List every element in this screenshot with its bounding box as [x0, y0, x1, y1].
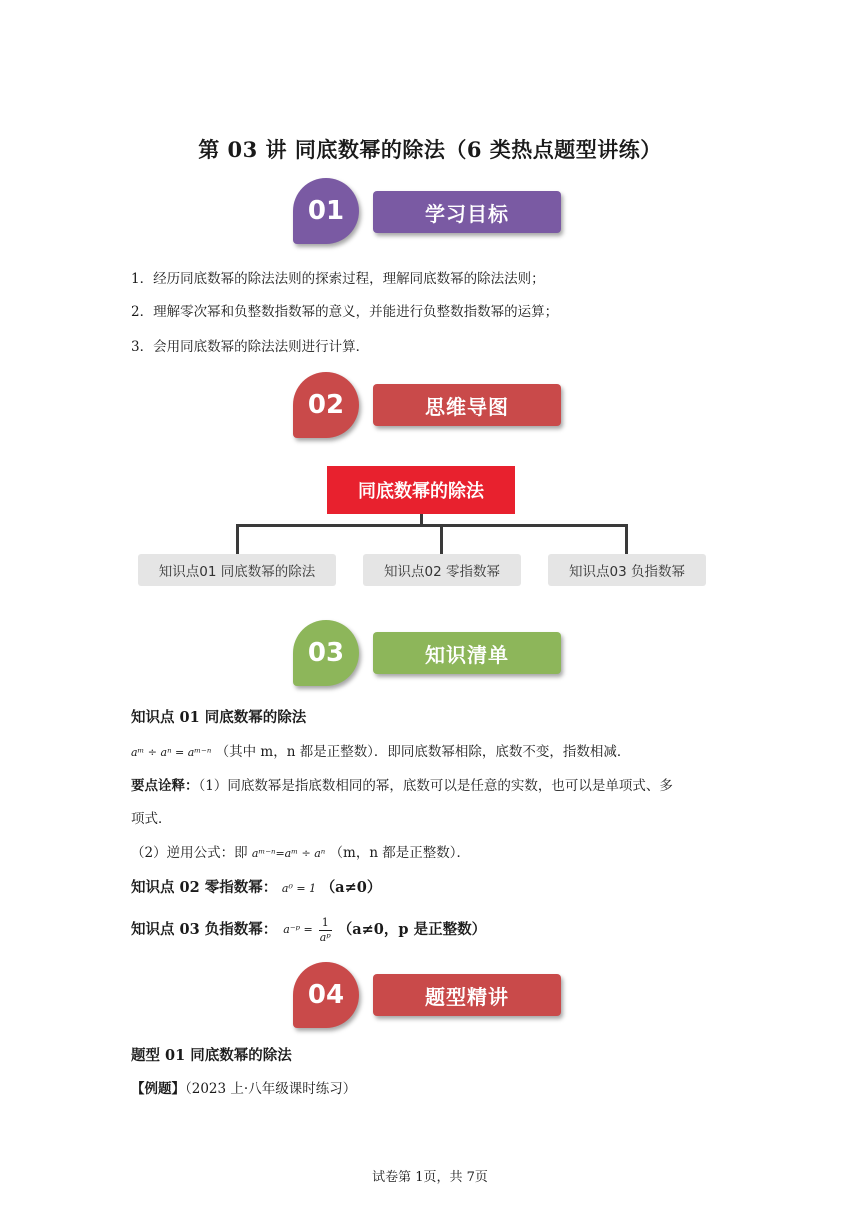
section-number-badge: [293, 962, 359, 1028]
knowledge-heading-02: 知识点 02 零指数幂：: [131, 879, 278, 896]
formula: aᵐ⁻ⁿ=aᵐ ÷ aⁿ: [251, 847, 326, 860]
question-type-heading: 题型 01 同底数幂的除法: [131, 1047, 292, 1064]
formula: a⁻ᵖ =: [283, 923, 313, 936]
knowledge-line-02: [131, 877, 381, 900]
note-label: 要点诠释：: [131, 778, 199, 794]
section-number-badge: [293, 178, 359, 244]
mindmap-root: 同底数幂的除法: [327, 466, 515, 514]
formula-condition: （a≠0，p 是正整数）: [337, 921, 487, 938]
example-line: [131, 1078, 356, 1100]
section-number-badge: [293, 620, 359, 686]
section-number: 03: [307, 638, 345, 668]
section-number: 04: [307, 980, 345, 1010]
note-continuation: 项式．: [131, 811, 172, 827]
formula: a⁰ = 1: [281, 882, 317, 895]
note-text: （1）同底数幂是指底数相同的幂，底数可以是任意的实数，也可以是单项式、多: [198, 778, 673, 794]
mindmap-connector: [236, 524, 628, 527]
mindmap-node: 知识点02 零指数幂: [363, 554, 521, 586]
section-banner-04: [293, 962, 573, 1034]
page-title: 第 03 讲 同底数幂的除法（6 类热点题型讲练）: [198, 137, 662, 162]
section-number: 01: [307, 196, 345, 226]
fraction: [319, 916, 332, 945]
knowledge-line-03: [131, 912, 486, 948]
note-text: （2）逆用公式：即: [131, 845, 248, 861]
section-label: 题型精讲: [373, 974, 561, 1016]
mindmap-connector: [440, 524, 443, 554]
objective-item: 3．会用同底数幂的除法法则进行计算．: [131, 339, 370, 355]
note-text: （m，n 都是正整数）．: [329, 845, 471, 861]
note-line-2: [131, 842, 470, 865]
section-banner-01: [293, 178, 573, 250]
knowledge-line: [131, 741, 630, 764]
mindmap-connector: [625, 524, 628, 554]
mindmap-connector: [236, 524, 239, 554]
example-label: 【例题】: [131, 1081, 185, 1097]
section-number: 02: [307, 390, 345, 420]
fraction-denominator: aᵖ: [319, 930, 331, 944]
example-source: （2023 上·八年级课时练习）: [185, 1081, 357, 1097]
objective-item: 2．理解零次幂和负整数指数幂的意义，并能进行负整数指数幂的运算；: [131, 304, 559, 320]
section-banner-03: [293, 620, 573, 692]
formula-condition: （a≠0）: [320, 879, 382, 896]
formula-description: （其中 m，n 都是正整数）．即同底数幂相除，底数不变，指数相减．: [215, 744, 631, 760]
section-label: 知识清单: [373, 632, 561, 674]
section-label: 学习目标: [373, 191, 561, 233]
formula: aᵐ ÷ aⁿ = aᵐ⁻ⁿ: [131, 746, 212, 759]
knowledge-heading-01: 知识点 01 同底数幂的除法: [131, 709, 307, 726]
knowledge-heading-03: 知识点 03 负指数幂：: [131, 921, 278, 938]
section-label: 思维导图: [373, 384, 561, 426]
mindmap-node: 知识点03 负指数幂: [548, 554, 706, 586]
objective-item: 1．经历同底数幂的除法法则的探索过程，理解同底数幂的除法法则；: [131, 271, 545, 287]
mindmap-node: 知识点01 同底数幂的除法: [138, 554, 336, 586]
section-number-badge: [293, 372, 359, 438]
note-line: [131, 775, 673, 797]
fraction-numerator: 1: [319, 916, 332, 931]
section-banner-02: [293, 372, 573, 444]
page-footer: 试卷第 1页，共 7页: [372, 1170, 488, 1185]
